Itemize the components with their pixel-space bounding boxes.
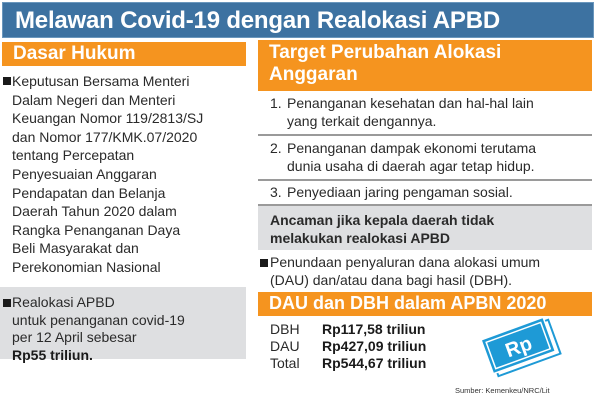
- decree-line: Penyesuaian Anggaran: [12, 165, 157, 182]
- decree-line: tentang Percepatan: [12, 147, 135, 164]
- reallocation-line: per 12 April sebesar: [12, 329, 137, 345]
- target-item-1: [270, 95, 595, 130]
- threat-line: Penundaan penyaluran dana alokasi umum: [270, 254, 541, 270]
- rupiah-banknote-icon: [478, 316, 568, 378]
- row-value: Rp117,58 triliun: [322, 321, 426, 337]
- source-note: Sumber: Kemenkeu/NRC/Lit: [455, 386, 550, 395]
- legal-basis-title: Dasar Hukum: [13, 43, 136, 64]
- target-line: dunia usaha di daerah agar tetap hidup.: [287, 157, 535, 174]
- target-line: Penyediaan jaring pengaman sosial.: [287, 184, 513, 200]
- decree-line: Rangka Penanganan Daya: [12, 221, 181, 238]
- decree-line: dan Nomor 177/KMK.07/2020: [12, 128, 198, 145]
- target-line: Penanganan dampak ekonomi terutama: [287, 140, 537, 156]
- apbn-title: DAU dan DBH dalam APBN 2020: [269, 293, 547, 313]
- target-line: Penanganan kesehatan dan hal-hal lain: [287, 95, 534, 111]
- decree-line: Dalam Negeri dan Menteri: [12, 91, 176, 108]
- decree-line: Beli Masyarakat dan: [12, 240, 139, 257]
- threat-header-line: melakukan realokasi APBD: [270, 230, 451, 246]
- reallocation-text: [12, 294, 242, 364]
- page-title: Melawan Covid-19 dengan Realokasi APBD: [15, 7, 500, 34]
- table-row: [270, 321, 426, 338]
- reallocation-line: untuk penanganan covid-19: [12, 311, 185, 328]
- target-number: 2.: [270, 140, 282, 156]
- row-label: DAU: [270, 338, 300, 354]
- decree-line: Keputusan Bersama Menteri: [12, 73, 190, 89]
- decree-line: Daerah Tahun 2020 dalam: [12, 203, 177, 220]
- target-item-2: [270, 140, 595, 175]
- decree-line: Pendapatan dan Belanja: [12, 184, 166, 201]
- target-item-3: [270, 184, 595, 202]
- divider: [258, 134, 592, 136]
- title-bar: [2, 2, 594, 38]
- target-line: yang terkait dengannya.: [287, 112, 437, 129]
- target-number: 1.: [270, 95, 282, 111]
- row-label: Total: [270, 355, 300, 371]
- threat-header-line: Ancaman jika kepala daerah tidak: [270, 212, 495, 228]
- bullet-icon: [260, 259, 268, 267]
- targets-title: Target Perubahan Alokasi Anggaran: [269, 42, 502, 85]
- reallocation-line: Realokasi APBD: [12, 294, 115, 310]
- apbn-header: [258, 292, 592, 316]
- targets-header: [258, 40, 592, 91]
- table-row: [270, 338, 426, 355]
- threat-header: [270, 211, 588, 247]
- apbn-table: [270, 321, 426, 372]
- row-value: Rp544,67 triliun: [322, 355, 427, 371]
- row-value: Rp427,09 triliun: [322, 338, 427, 354]
- rp-glyph: Rp: [502, 332, 536, 363]
- divider: [258, 179, 592, 181]
- target-number: 3.: [270, 184, 282, 200]
- table-row: [270, 355, 426, 372]
- bullet-icon: [3, 77, 11, 85]
- decree-line: Perekonomian Nasional: [12, 258, 161, 275]
- legal-basis-header: [2, 42, 246, 66]
- decree-line: Keuangan Nomor 119/2813/SJ: [12, 110, 204, 127]
- reallocation-amount: Rp55 triliun.: [12, 346, 93, 363]
- threat-text: [270, 254, 595, 289]
- threat-line: (DAU) dan/atau dana bagi hasil (DBH).: [270, 271, 513, 288]
- row-label: DBH: [270, 321, 300, 337]
- bullet-icon: [3, 299, 11, 307]
- legal-decree-text: [12, 72, 248, 277]
